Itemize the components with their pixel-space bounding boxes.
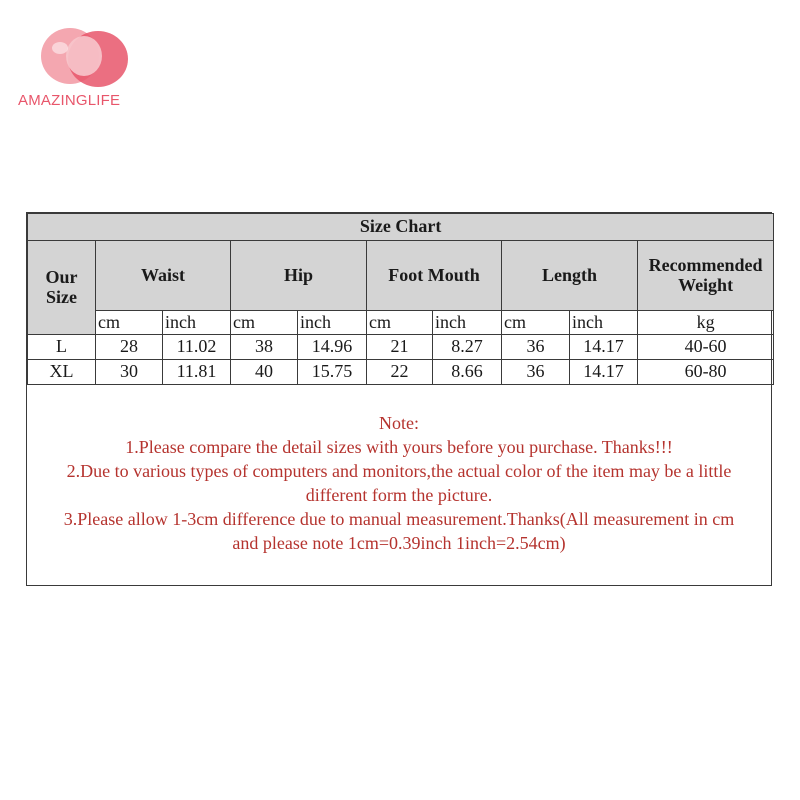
- value-cell: 15.75: [298, 360, 367, 385]
- unit-cell: inch: [433, 311, 502, 335]
- header-recommended-weight: Recommended Weight: [638, 241, 774, 311]
- table-row: [28, 360, 774, 385]
- header-length: Length: [502, 241, 638, 311]
- value-cell: 36: [502, 335, 570, 360]
- unit-cell: cm: [96, 311, 163, 335]
- value-cell: 21: [367, 335, 433, 360]
- note-line: 2.Due to various types of computers and monitors,the actual color of the item may be a little: [66, 461, 732, 481]
- unit-cell: cm: [367, 311, 433, 335]
- value-cell: 11.81: [163, 360, 231, 385]
- unit-cell: cm: [231, 311, 298, 335]
- notes-heading: Note:: [379, 413, 419, 433]
- value-cell: 40: [231, 360, 298, 385]
- value-cell: 14.96: [298, 335, 367, 360]
- notes-section: [27, 385, 771, 555]
- brand-logo: [18, 26, 148, 116]
- logo-blob-icon: [40, 26, 132, 88]
- unit-cell: cm: [502, 311, 570, 335]
- header-our-size: Our Size: [28, 241, 96, 335]
- value-cell: 22: [367, 360, 433, 385]
- chart-title: Size Chart: [28, 214, 774, 241]
- unit-cell: inch: [163, 311, 231, 335]
- size-chart: [26, 212, 772, 586]
- value-cell: 11.02: [163, 335, 231, 360]
- value-cell: 14.17: [570, 360, 638, 385]
- value-cell: 8.27: [433, 335, 502, 360]
- value-cell: 38: [231, 335, 298, 360]
- note-line: 3.Please allow 1-3cm difference due to manual measurement.Thanks(All measurement in cm: [63, 509, 735, 529]
- value-cell: 40-60: [638, 335, 774, 360]
- brand-name: AMAZINGLIFE: [18, 92, 121, 109]
- value-cell: 30: [96, 360, 163, 385]
- note-line: 1.Please compare the detail sizes with yours before you purchase. Thanks!!!: [125, 437, 673, 457]
- size-table: [27, 213, 774, 385]
- value-cell: 8.66: [433, 360, 502, 385]
- value-cell: 36: [502, 360, 570, 385]
- note-line: different form the picture.: [305, 485, 493, 505]
- table-row: [28, 335, 774, 360]
- header-waist: Waist: [96, 241, 231, 311]
- size-cell: L: [28, 335, 96, 360]
- unit-cell: inch: [570, 311, 638, 335]
- header-hip: Hip: [231, 241, 367, 311]
- value-cell: 28: [96, 335, 163, 360]
- value-cell: 14.17: [570, 335, 638, 360]
- unit-cell: kg: [638, 311, 774, 335]
- note-line: and please note 1cm=0.39inch 1inch=2.54cm): [232, 533, 566, 553]
- size-cell: XL: [28, 360, 96, 385]
- header-foot-mouth: Foot Mouth: [367, 241, 502, 311]
- value-cell: 60-80: [638, 360, 774, 385]
- unit-cell: inch: [298, 311, 367, 335]
